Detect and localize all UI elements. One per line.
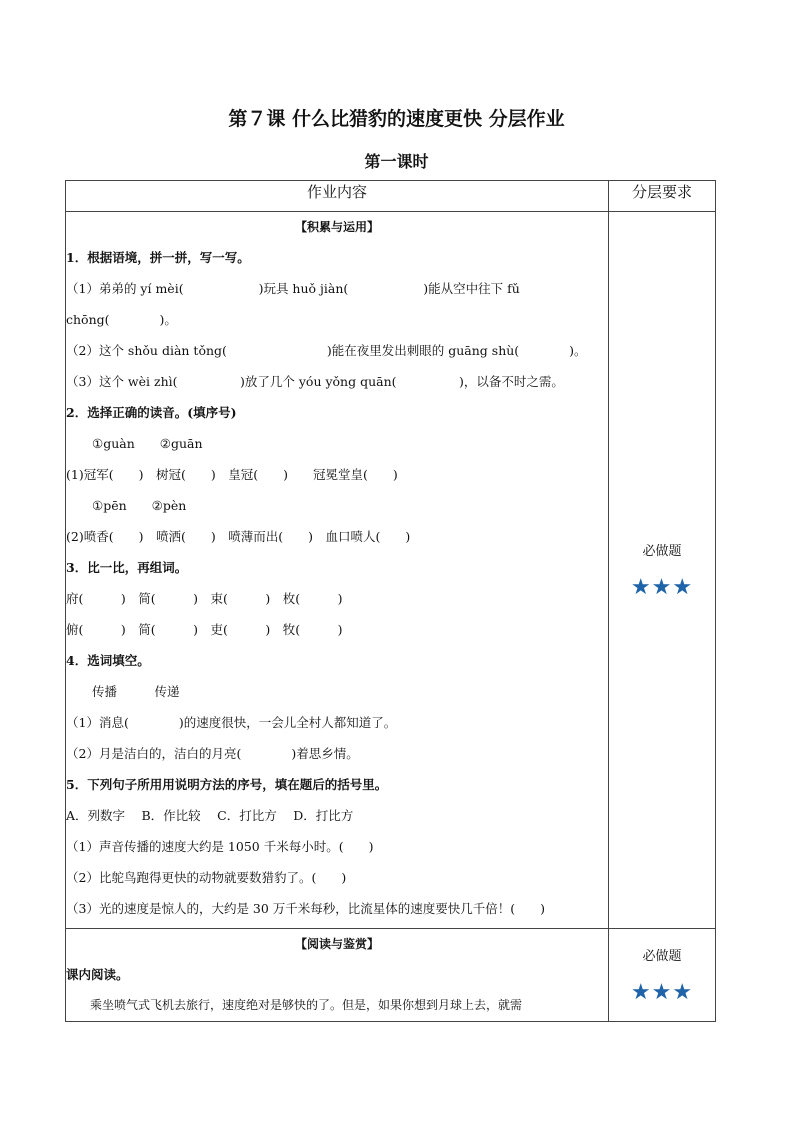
question-3-row-1: 府( ) 简( ) 束( ) 枚( ): [66, 591, 343, 606]
column-header-level: 分层要求: [609, 181, 716, 212]
question-1-item-3: （3）这个 wèi zhì( )放了几个 yóu yǒng quān( )，以备不时之需。: [66, 374, 564, 389]
question-3-title: 3．比一比，再组词。: [66, 560, 188, 575]
question-2-options-a: ①guàn ②guān: [92, 436, 203, 451]
question-1-item-1-cont: chōng( )。: [66, 312, 177, 327]
question-2-item-2: (2)喷香( ) 喷洒( ) 喷薄而出( ) 血口喷人( ): [66, 529, 411, 544]
star-rating: ★★★: [630, 575, 694, 600]
question-1-item-1: （1）弟弟的 yí mèi( )玩具 huǒ jiàn( )能从空中往下 fǔ: [66, 281, 520, 296]
page-title: 第７课 什么比猎豹的速度更快 分层作业: [228, 108, 565, 130]
question-5-item-2: （2）比鸵鸟跑得更快的动物就要数猎豹了。( ): [66, 870, 347, 885]
question-5-item-3: （3）光的速度是惊人的，大约是 30 万千米每秒，比流星体的速度要快几千倍！( ): [66, 901, 546, 916]
question-3-row-2: 俯( ) 简( ) 吏( ) 牧( ): [66, 622, 343, 637]
reading-title: 课内阅读。: [66, 967, 129, 982]
star-rating: ★★★: [630, 980, 694, 1005]
question-4-title: 4．选词填空。: [66, 653, 150, 668]
question-5-options: A．列数字 B．作比较 C．打比方 D．打比方: [66, 808, 354, 823]
section-reading: [66, 929, 609, 1022]
question-4-item-2: （2）月是洁白的，洁白的月亮( )着思乡情。: [66, 746, 359, 761]
section-accumulation: [66, 212, 609, 929]
page-subtitle: 第一课时: [364, 152, 429, 171]
question-5-item-1: （1）声音传播的速度大约是 1050 千米每小时。( ): [66, 839, 374, 854]
question-4-item-1: （1）消息( )的速度很快，一会儿全村人都知道了。: [66, 715, 397, 730]
question-2-item-1: (1)冠军( ) 树冠( ) 皇冠( ) 冠冕堂皇( ): [66, 467, 398, 482]
question-4-words: 传播 传递: [92, 684, 180, 699]
section-header: 【积累与运用】: [294, 220, 379, 234]
column-header-content: 作业内容: [66, 181, 609, 212]
requirement-cell-1: [609, 212, 716, 929]
question-1-item-2: （2）这个 shǒu diàn tǒng( )能在夜里发出刺眼的 guāng shù( )。: [66, 343, 587, 358]
section-header: 【阅读与鉴赏】: [294, 937, 379, 951]
requirement-label: 必做题: [642, 949, 682, 964]
homework-table: [65, 180, 716, 1022]
question-2-options-b: ①pēn ②pèn: [92, 498, 187, 513]
requirement-label: 必做题: [642, 544, 682, 559]
question-5-title: 5．下列句子所用用说明方法的序号，填在题后的括号里。: [66, 777, 388, 792]
question-1-title: 1．根据语境，拼一拼，写一写。: [66, 250, 250, 265]
requirement-cell-2: [609, 929, 716, 1022]
reading-paragraph: 乘坐喷气式飞机去旅行，速度绝对是够快的了。但是，如果你想到月球上去，就需: [90, 998, 523, 1012]
question-2-title: 2．选择正确的读音。(填序号): [66, 405, 237, 420]
